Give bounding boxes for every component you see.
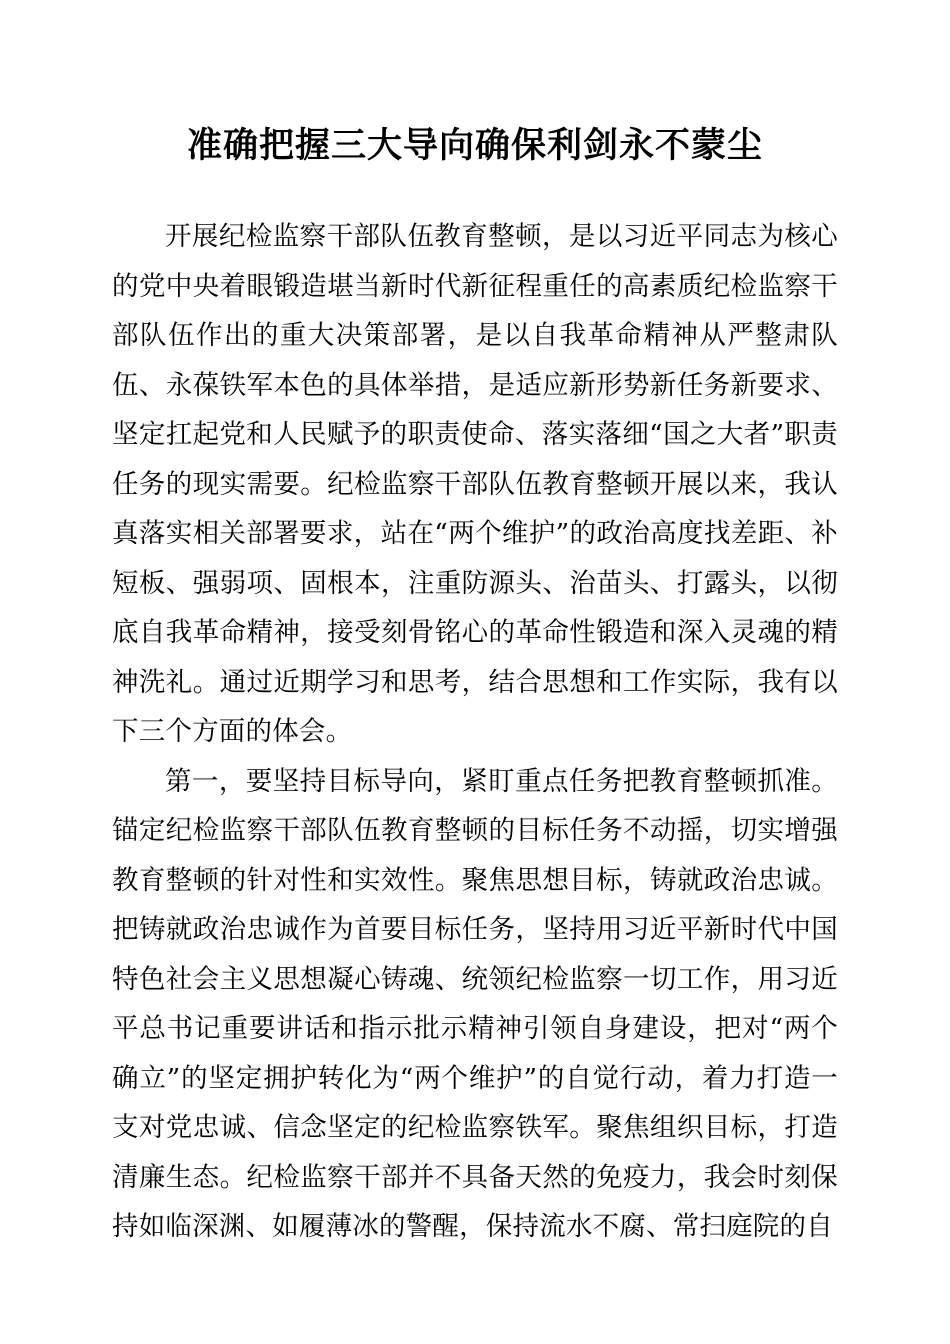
page-title: 准确把握三大导向确保利剑永不蒙尘 <box>186 125 763 166</box>
document-body <box>112 212 838 1252</box>
paragraph: 第一，要坚持目标导向，紧盯重点任务把教育整顿抓准。锚定纪检监察干部队伍教育整顿的目标任务不动摇，切实增强教育整顿的针对性和实效性。聚焦思想目标，铸就政治忠诚。把铸就政治忠诚作为首要目标任务，坚持用习近平新时代中国特色社会主义思想凝心铸魂、统领纪检监察一切工作，用习近平总书记重要讲话和指示批示精神引领自身建设，把对“两个确立”的坚定拥护转化为“两个维护”的自觉行动，着力打造一支对党忠诚、信念坚定的纪检监察铁军。聚焦组织目标，打造清廉生态。纪检监察干部并不具备天然的免疫力，我会时刻保持如临深渊、如履薄冰的警醒，保持流水不腐、常扫庭院的自 <box>112 765 838 1242</box>
paragraph: 开展纪检监察干部队伍教育整顿，是以习近平同志为核心的党中央着眼锻造堪当新时代新征程重任的高素质纪检监察干部队伍作出的重大决策部署，是以自我革命精神从严整肃队伍、永葆铁军本色的具体举措，是适应新形势新任务新要求、坚定扛起党和人民赋予的职责使命、落实落细“国之大者”职责任务的现实需要。纪检监察干部队伍教育整顿开展以来，我认真落实相关部署要求，站在“两个维护”的政治高度找差距、补短板、强弱项、固根本，注重防源头、治苗头、打露头，以彻底自我革命精神，接受刻骨铭心的革命性锻造和深入灵魂的精神洗礼。通过近期学习和思考，结合思想和工作实际，我有以下三个方面的体会。 <box>112 221 838 747</box>
page-content <box>112 0 838 1252</box>
